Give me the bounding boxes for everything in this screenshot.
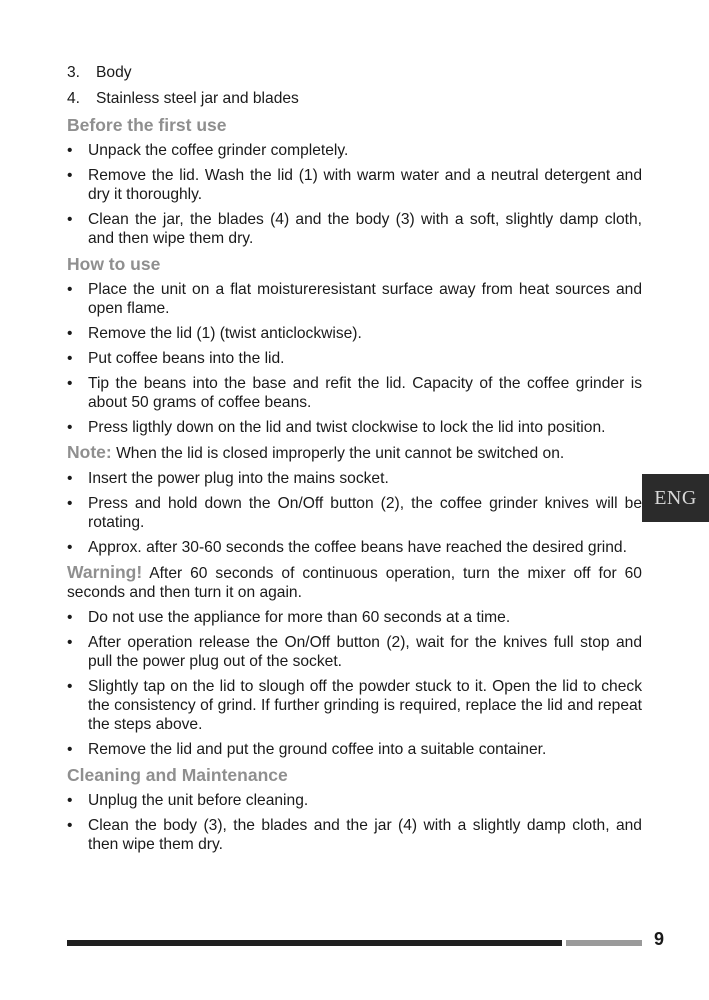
list-item: • Insert the power plug into the mains socket. [67, 470, 389, 487]
warning-label: Warning! [67, 562, 143, 582]
bullet-icon: • [67, 470, 73, 487]
bullet-icon: • [67, 142, 73, 159]
list-item: • Slightly tap on the lid to slough off the powder stuck to it. Open the lid to check the consistency of grind. If further grinding is required, replace the lid and repeat the steps above. [67, 678, 642, 733]
numbered-item [67, 89, 642, 108]
manual-content [67, 63, 642, 860]
list-item: • Press ligthly down on the lid and twist clockwise to lock the lid into position. [67, 419, 606, 436]
item-text: Stainless steel jar and blades [96, 90, 299, 107]
list-item: • Clean the body (3), the blades and the jar (4) with a slightly damp cloth, and then wipe them dry. [67, 817, 642, 853]
list-item: • Place the unit on a flat moistureresistant surface away from heat sources and open flame. [67, 281, 642, 317]
bullet-icon: • [67, 167, 73, 184]
warning-paragraph [67, 563, 642, 602]
list-item: • Remove the lid. Wash the lid (1) with warm water and a neutral detergent and dry it thoroughly. [67, 167, 642, 203]
bullet-icon: • [67, 211, 73, 228]
footer-bar-light [566, 940, 642, 946]
list-item: • Unplug the unit before cleaning. [67, 792, 309, 809]
list-item: • Approx. after 30-60 seconds the coffee beans have reached the desired grind. [67, 539, 627, 556]
list-item: • Do not use the appliance for more than 60 seconds at a time. [67, 609, 511, 626]
warning-text: After 60 seconds of continuous operation, turn the mixer off for 60 seconds and then turn it on again. [67, 565, 642, 601]
bullet-icon: • [67, 325, 73, 342]
bullet-icon: • [67, 817, 73, 834]
list-item: • After operation release the On/Off button (2), wait for the knives full stop and pull the power plug out of the socket. [67, 634, 642, 670]
bullet-icon: • [67, 350, 73, 367]
list-item: • Tip the beans into the base and refit the lid. Capacity of the coffee grinder is about 50 grams of coffee beans. [67, 375, 642, 411]
list-item: • Put coffee beans into the lid. [67, 350, 285, 367]
bullet-icon: • [67, 634, 73, 651]
heading-how-to-use: How to use [67, 254, 161, 274]
bullet-icon: • [67, 419, 73, 436]
heading-cleaning-maintenance: Cleaning and Maintenance [67, 765, 288, 785]
bullet-icon: • [67, 495, 73, 512]
note-text: When the lid is closed improperly the unit cannot be switched on. [116, 445, 565, 462]
heading-before-first-use: Before the first use [67, 115, 227, 135]
footer-bar-dark [67, 940, 562, 946]
bullet-icon: • [67, 678, 73, 695]
note-label: Note: [67, 442, 112, 462]
list-item: • Remove the lid and put the ground coffee into a suitable container. [67, 741, 547, 758]
bullet-icon: • [67, 741, 73, 758]
note-paragraph [67, 443, 642, 463]
list-item: • Unpack the coffee grinder completely. [67, 142, 349, 159]
item-number: 3. [67, 64, 81, 81]
list-item: • Remove the lid (1) (twist anticlockwise). [67, 325, 362, 342]
bullet-icon: • [67, 375, 73, 392]
language-tab: ENG [642, 474, 709, 522]
bullet-icon: • [67, 539, 73, 556]
item-text: Body [96, 64, 132, 81]
item-number: 4. [67, 90, 81, 107]
numbered-item [67, 63, 642, 82]
bullet-icon: • [67, 281, 73, 298]
list-item: • Clean the jar, the blades (4) and the body (3) with a soft, slightly damp cloth, and then wipe them dry. [67, 211, 642, 247]
page-number: 9 [654, 929, 665, 949]
bullet-icon: • [67, 792, 73, 809]
list-item: • Press and hold down the On/Off button (2), the coffee grinder knives will be rotating. [67, 495, 642, 531]
bullet-icon: • [67, 609, 73, 626]
